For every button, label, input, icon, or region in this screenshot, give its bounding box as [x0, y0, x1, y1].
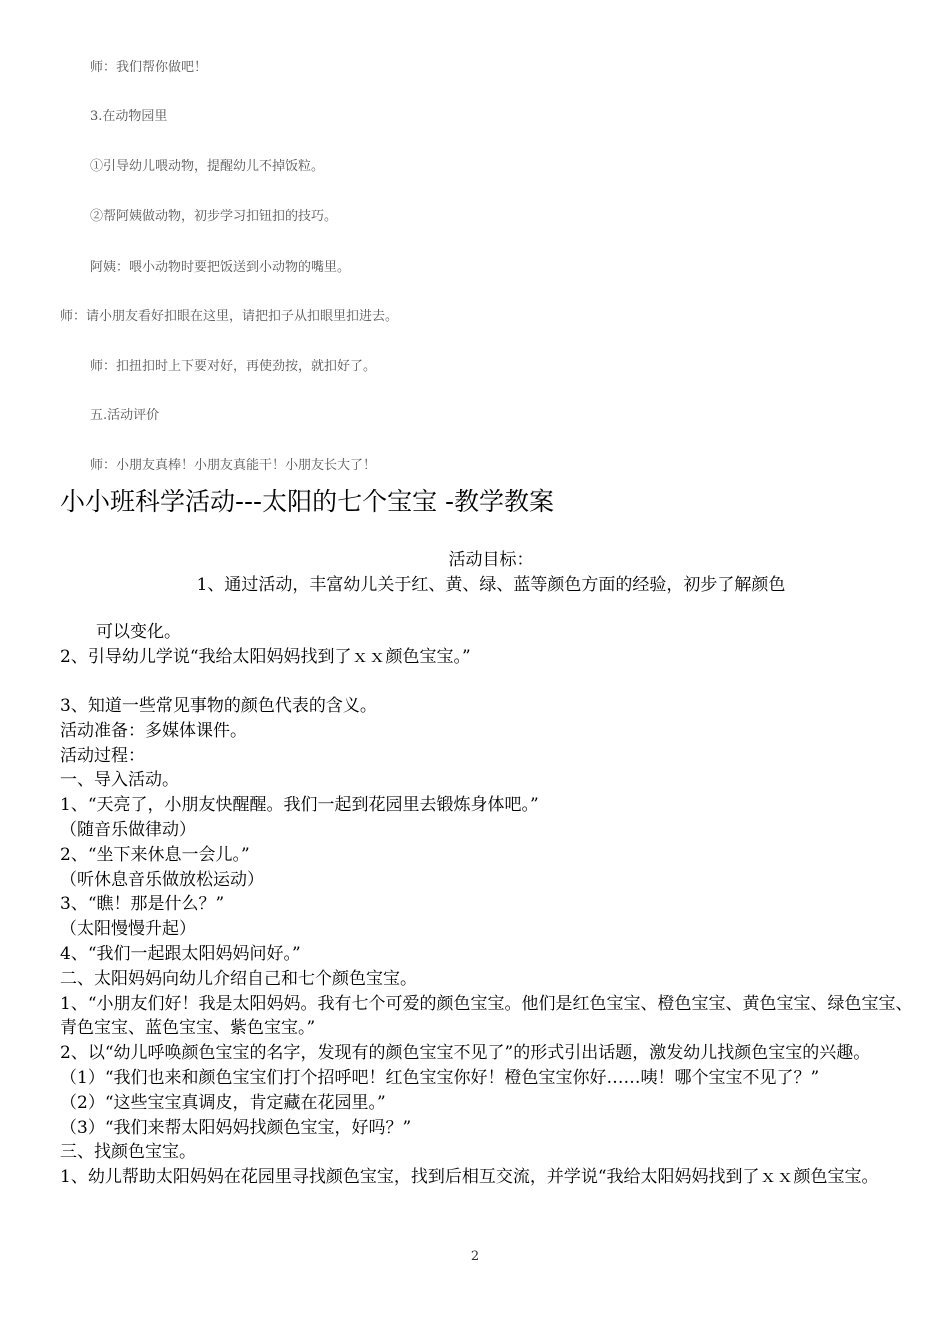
- text-line: 可以变化。: [96, 622, 181, 642]
- section-heading: 五.活动评价: [90, 408, 160, 423]
- text-line: 2、以“幼儿呼唤颜色宝宝的名字，发现有的颜色宝宝不见了”的形式引出话题，激发幼儿找颜色宝宝的兴趣。: [60, 1043, 871, 1064]
- text-line: 二、太阳妈妈向幼儿介绍自己和七个颜色宝宝。: [60, 968, 417, 989]
- text-line: 活动过程：: [60, 745, 145, 766]
- text-line: （听休息音乐做放松运动）: [60, 869, 264, 890]
- text-line: （太阳慢慢升起）: [60, 919, 196, 940]
- text-line: 2、“坐下来休息一会儿。”: [60, 844, 250, 865]
- document-title: 小小班科学活动---太阳的七个宝宝 -教学教案: [60, 487, 555, 516]
- text-line: 一、导入活动。: [60, 770, 179, 791]
- goal-2: 2、引导幼儿学说“我给太阳妈妈找到了ｘｘ颜色宝宝。”: [60, 647, 471, 667]
- page-number: 2: [470, 1249, 480, 1264]
- text-line: 3.在动物园里: [90, 109, 168, 124]
- text-line: 1、幼儿帮助太阳妈妈在花园里寻找颜色宝宝，找到后相互交流，并学说“我给太阳妈妈找到了ｘｘ颜色宝宝。: [60, 1167, 879, 1188]
- text-line: （随音乐做律动）: [60, 819, 196, 840]
- text-line: ①引导幼儿喂动物，提醒幼儿不掉饭粒。: [90, 159, 325, 174]
- text-line: （2）“这些宝宝真调皮，肯定藏在花园里。”: [60, 1092, 386, 1113]
- goals-block: [60, 548, 922, 598]
- text-line: 4、“我们一起跟太阳妈妈问好。”: [60, 943, 301, 964]
- text-line: 师：小朋友真棒！小朋友真能干！小朋友长大了！: [90, 458, 377, 473]
- text-line: （1）“我们也来和颜色宝宝们打个招呼吧！红色宝宝你好！橙色宝宝你好……咦！哪个宝宝不见了？”: [60, 1067, 820, 1088]
- text-line: 1、“天亮了，小朋友快醒醒。我们一起到花园里去锻炼身体吧。”: [60, 795, 539, 816]
- goal-1: 1、通过活动，丰富幼儿关于红、黄、绿、蓝等颜色方面的经验，初步了解颜色: [196, 574, 786, 595]
- text-line: 师：扣扭扣时上下要对好，再使劲按，就扣好了。: [90, 359, 377, 374]
- content-body: [60, 694, 922, 1190]
- text-line: 三、找颜色宝宝。: [60, 1142, 196, 1163]
- text-line: 3、“瞧！那是什么？”: [60, 894, 225, 915]
- text-line: 师：请小朋友看好扣眼在这里，请把扣子从扣眼里扣进去。: [60, 309, 399, 324]
- text-line: 3、知道一些常见事物的颜色代表的含义。: [60, 696, 377, 716]
- text-line: 1、“小朋友们好！我是太阳妈妈。我有七个可爱的颜色宝宝。他们是红色宝宝、橙色宝宝、黄色宝宝、绿色宝宝、青色宝宝、蓝色宝宝、紫色宝宝。”: [60, 993, 913, 1039]
- text-line: （3）“我们来帮太阳妈妈找颜色宝宝，好吗？”: [60, 1117, 412, 1138]
- goal-1-continued: [96, 620, 950, 645]
- goal-2-block: [60, 645, 922, 670]
- text-line: 阿姨：喂小动物时要把饭送到小动物的嘴里。: [90, 260, 351, 275]
- goals-heading: 活动目标：: [448, 550, 534, 570]
- text-line: ②帮阿姨做动物，初步学习扣钮扣的技巧。: [90, 209, 338, 224]
- text-line: 活动准备：多媒体课件。: [60, 720, 247, 741]
- text-line: 师：我们帮你做吧！: [90, 60, 208, 75]
